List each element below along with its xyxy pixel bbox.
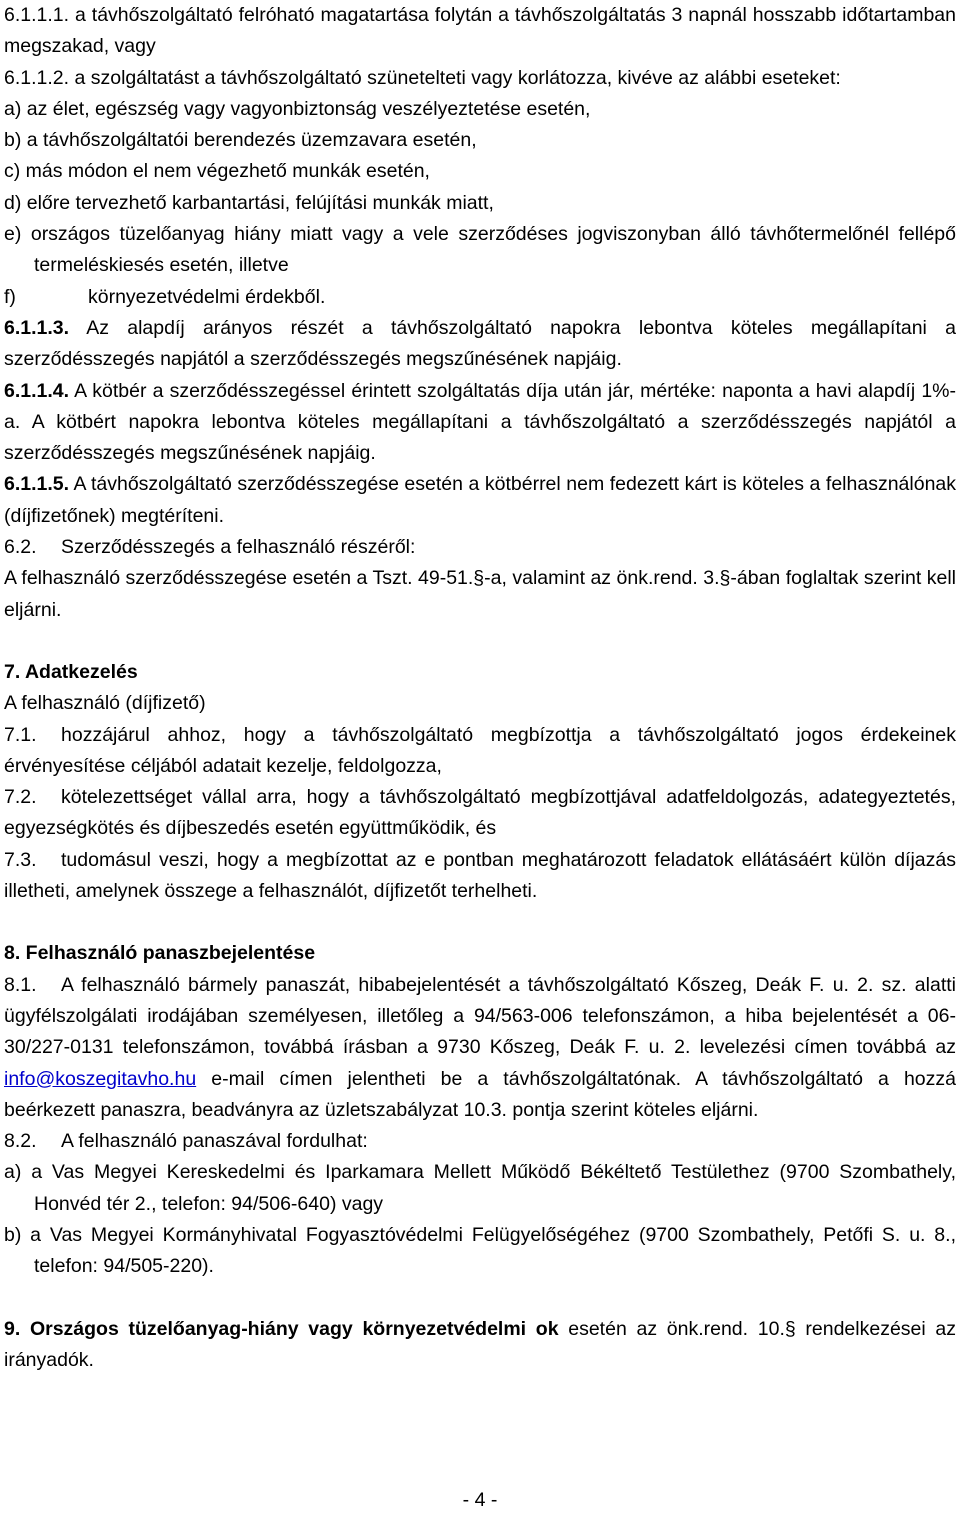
list-item-f xyxy=(4,282,956,313)
spacer xyxy=(4,907,956,938)
item-number: 6.1.1.5. xyxy=(4,473,70,496)
paragraph-6-2 xyxy=(4,532,956,563)
paragraph-8-1 xyxy=(4,970,956,1126)
paragraph-7-3 xyxy=(4,845,956,908)
list-item-label: f) xyxy=(4,285,16,308)
list-item-d: d) előre tervezhető karbantartási, felújítási munkák miatt, xyxy=(4,191,494,214)
item-number: 7.2. xyxy=(4,786,37,809)
paragraph-6-1-1-4 xyxy=(4,376,956,470)
item-text: Az alapdíj arányos részét a távhőszolgáltató napokra lebontva köteles megállapítani a szerződésszegés napjától a szerződésszegés megszűnésének napjáig. xyxy=(4,316,956,371)
section-7-intro: A felhasználó (díjfizető) xyxy=(4,692,206,715)
spacer xyxy=(4,1283,956,1314)
item-text: A kötbér a szerződésszegéssel érintett szolgáltatás díja után jár, mértéke: naponta a havi alapdíj 1%-a. A kötbért napokra lebontva köteles megállapítani a távhőszolgáltató a szerződésszegés napjától a szerződésszegés megszűnésének napjáig. xyxy=(4,379,956,465)
item-number: 8.2. xyxy=(4,1130,37,1153)
item-text: kötelezettséget vállal arra, hogy a távhőszolgáltató megbízottjával adatfeldolgozás, adategyeztetés, egyezségkötés és díjbeszedés esetén együttműködik, és xyxy=(4,786,956,840)
list-item-b: b) a távhőszolgáltatói berendezés üzemzavara esetén, xyxy=(4,129,477,152)
item-number: 6.1.1.3. xyxy=(4,316,70,339)
list-item-a: a) a Vas Megyei Kereskedelmi és Iparkamara Mellett Működő Békéltető Testülethez (9700 Szombathely, Honvéd tér 2., telefon: 94/506-640) vagy xyxy=(4,1161,956,1215)
paragraph-6-2-body: A felhasználó szerződésszegése esetén a Tszt. 49-51.§-a, valamint az önk.rend. 3.§-ában foglaltak szerint kell eljárni. xyxy=(4,567,956,621)
item-number: 6.1.1.2. xyxy=(4,66,70,89)
item-text: hozzájárul ahhoz, hogy a távhőszolgáltató megbízottja a távhőszolgáltató jogos érdekeinek érvényesítése céljából adatait kezelje, feldolgozza, xyxy=(4,723,956,777)
item-text-start: A felhasználó bármely panaszát, hibabejelentését a távhőszolgáltató Kőszeg, Deák F. u. 2. sz. alatti ügyfélszolgálati irodájában személyesen, illetőleg a 94/563-006 telefonszámon, a hiba bejelentését a 06-30/227-0131 telefonszámon, továbbá írásban a 9730 Kőszeg, Deák F. u. 2. levelezési címen továbbá az xyxy=(4,973,956,1059)
item-number: 6.1.1.1. xyxy=(4,4,70,26)
paragraph-7-1 xyxy=(4,720,956,783)
item-number: 7.1. xyxy=(4,723,37,746)
section-8-heading: 8. Felhasználó panaszbejelentése xyxy=(4,942,316,965)
item-text-end: e-mail címen jelentheti be a távhőszolgáltatónak. A távhőszolgáltató a hozzá beérkezett panaszra, beadványra az üzletszabályzat 10.3. pontja szerint köteles eljárni. xyxy=(4,1067,956,1121)
paragraph-8-2 xyxy=(4,1126,956,1157)
item-text: tudomásul veszi, hogy a megbízottat az e pontban meghatározott feladatok ellátásáért külön díjazás illetheti, amelynek összege a felhasználót, díjfizetőt terhelheti. xyxy=(4,848,956,903)
paragraph-6-1-1-5 xyxy=(4,469,956,532)
paragraph-6-1-1-3 xyxy=(4,313,956,376)
paragraph-6-1-1-1 xyxy=(4,0,956,63)
list-item-b: b) a Vas Megyei Kormányhivatal Fogyasztóvédelmi Felügyelőségéhez (9700 Szombathely, Petőfi S. u. 8., telefon: 94/505-220). xyxy=(4,1223,956,1278)
email-link[interactable]: info@koszegitavho.hu xyxy=(4,1067,197,1090)
item-text: Szerződésszegés a felhasználó részéről: xyxy=(61,536,416,559)
section-7-heading: 7. Adatkezelés xyxy=(4,660,138,683)
paragraph-6-1-1-2 xyxy=(4,63,956,94)
list-item-c: c) más módon el nem végezhető munkák esetén, xyxy=(4,160,430,183)
section-9-heading: 9. Országos tüzelőanyag-hiány vagy környezetvédelmi ok xyxy=(4,1317,559,1340)
item-text: A távhőszolgáltató szerződésszegése esetén a kötbérrel nem fedezett kárt is köteles a felhasználónak (díjfizetőnek) megtéríteni. xyxy=(4,473,957,527)
item-text: A felhasználó panaszával fordulhat: xyxy=(61,1130,368,1153)
list-item-a: a) az élet, egészség vagy vagyonbiztonság veszélyeztetése esetén, xyxy=(4,97,591,120)
list-item-text: környezetvédelmi érdekből. xyxy=(88,285,326,308)
item-text: a szolgáltatást a távhőszolgáltató szünetelteti vagy korlátozza, kivéve az alábbi eseteket: xyxy=(74,66,841,89)
spacer xyxy=(4,626,956,657)
item-number: 6.1.1.4. xyxy=(4,379,70,402)
section-9-text: esetén az önk.rend. 10.§ rendelkezései az irányadók. xyxy=(4,1317,956,1371)
page-number: - 4 - xyxy=(462,1489,498,1511)
item-number: 6.2. xyxy=(4,536,37,559)
paragraph-7-2 xyxy=(4,782,956,845)
list-item-e: e) országos tüzelőanyag hiány miatt vagy a vele szerződéses jogviszonyban álló távhőtermelőnél fellépő termeléskiesés esetén, illetve xyxy=(4,223,956,277)
item-number: 8.1. xyxy=(4,973,37,996)
item-number: 7.3. xyxy=(4,848,37,871)
item-text: a távhőszolgáltató felróható magatartása folytán a távhőszolgáltatás 3 napnál hosszabb időtartamban megszakad, vagy xyxy=(4,4,956,58)
section-9-paragraph xyxy=(4,1314,956,1377)
